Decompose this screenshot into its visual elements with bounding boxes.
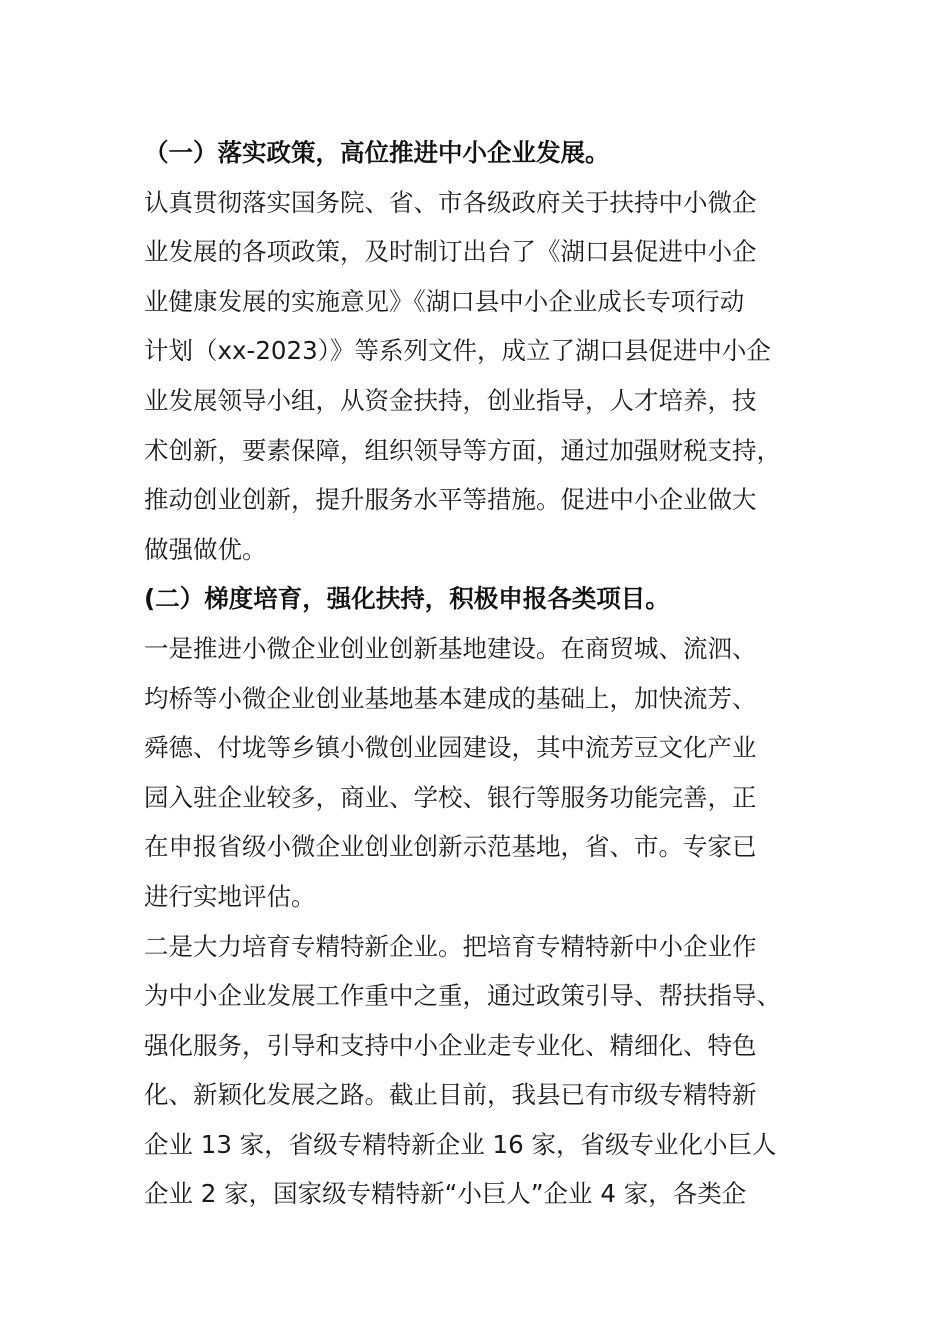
section-heading-1: （一）落实政策，高位推进中小企业发展。	[144, 138, 610, 167]
section-heading-2: (二）梯度培育，强化扶持，积极申报各类项目。	[144, 584, 670, 614]
paragraph-line: 为中小企业发展工作重中之重，通过政策引导、帮扶指导、	[144, 981, 781, 1011]
paragraph-line: 一是推进小微企业创业创新基地建设。在商贸城、流泗、	[144, 633, 757, 663]
paragraph-line: 认真贯彻落实国务院、省、市各级政府关于扶持中小微企	[144, 187, 757, 217]
document-body	[144, 128, 816, 1219]
paragraph-line: 二是大力培育专精特新企业。把培育专精特新中小企业作	[144, 931, 757, 961]
paragraph-line: 强化服务，引导和支持中小企业走专业化、精细化、特色	[144, 1030, 757, 1060]
paragraph-line: 业发展的各项政策，及时制订出台了《湖口县促进中小企	[144, 237, 757, 267]
paragraph-line: 计划（xx-2023）》等系列文件，成立了湖口县促进中小企	[144, 336, 771, 366]
paragraph-line: 舜德、付垅等乡镇小微创业园建设，其中流芳豆文化产业	[144, 733, 757, 763]
paragraph-line: 业健康发展的实施意见》《湖口县中小企业成长专项行动	[144, 286, 745, 316]
paragraph-line: 术创新，要素保障，组织领导等方面，通过加强财税支持，	[144, 435, 781, 465]
paragraph-line: 做强做优。	[144, 534, 267, 564]
paragraph-line: 园入驻企业较多，商业、学校、银行等服务功能完善，正	[144, 782, 757, 812]
paragraph-line: 均桥等小微企业创业基地基本建成的基础上，加快流芳、	[144, 683, 757, 713]
paragraph-line: 化、新颖化发展之路。截止目前，我县已有市级专精特新	[144, 1080, 757, 1110]
paragraph-line: 进行实地评估。	[144, 881, 316, 911]
paragraph-line: 业发展领导小组，从资金扶持，创业指导，人才培养，技	[144, 385, 757, 415]
paragraph-line: 企业 2 家，国家级专精特新“小巨人”企业 4 家，各类企	[144, 1179, 747, 1209]
paragraph-line: 企业 13 家，省级专精特新企业 16 家，省级专业化小巨人	[144, 1129, 777, 1159]
paragraph-line: 推动创业创新，提升服务水平等措施。促进中小企业做大	[144, 485, 757, 515]
paragraph-line: 在申报省级小微企业创业创新示范基地，省、市。专家已	[144, 832, 757, 862]
